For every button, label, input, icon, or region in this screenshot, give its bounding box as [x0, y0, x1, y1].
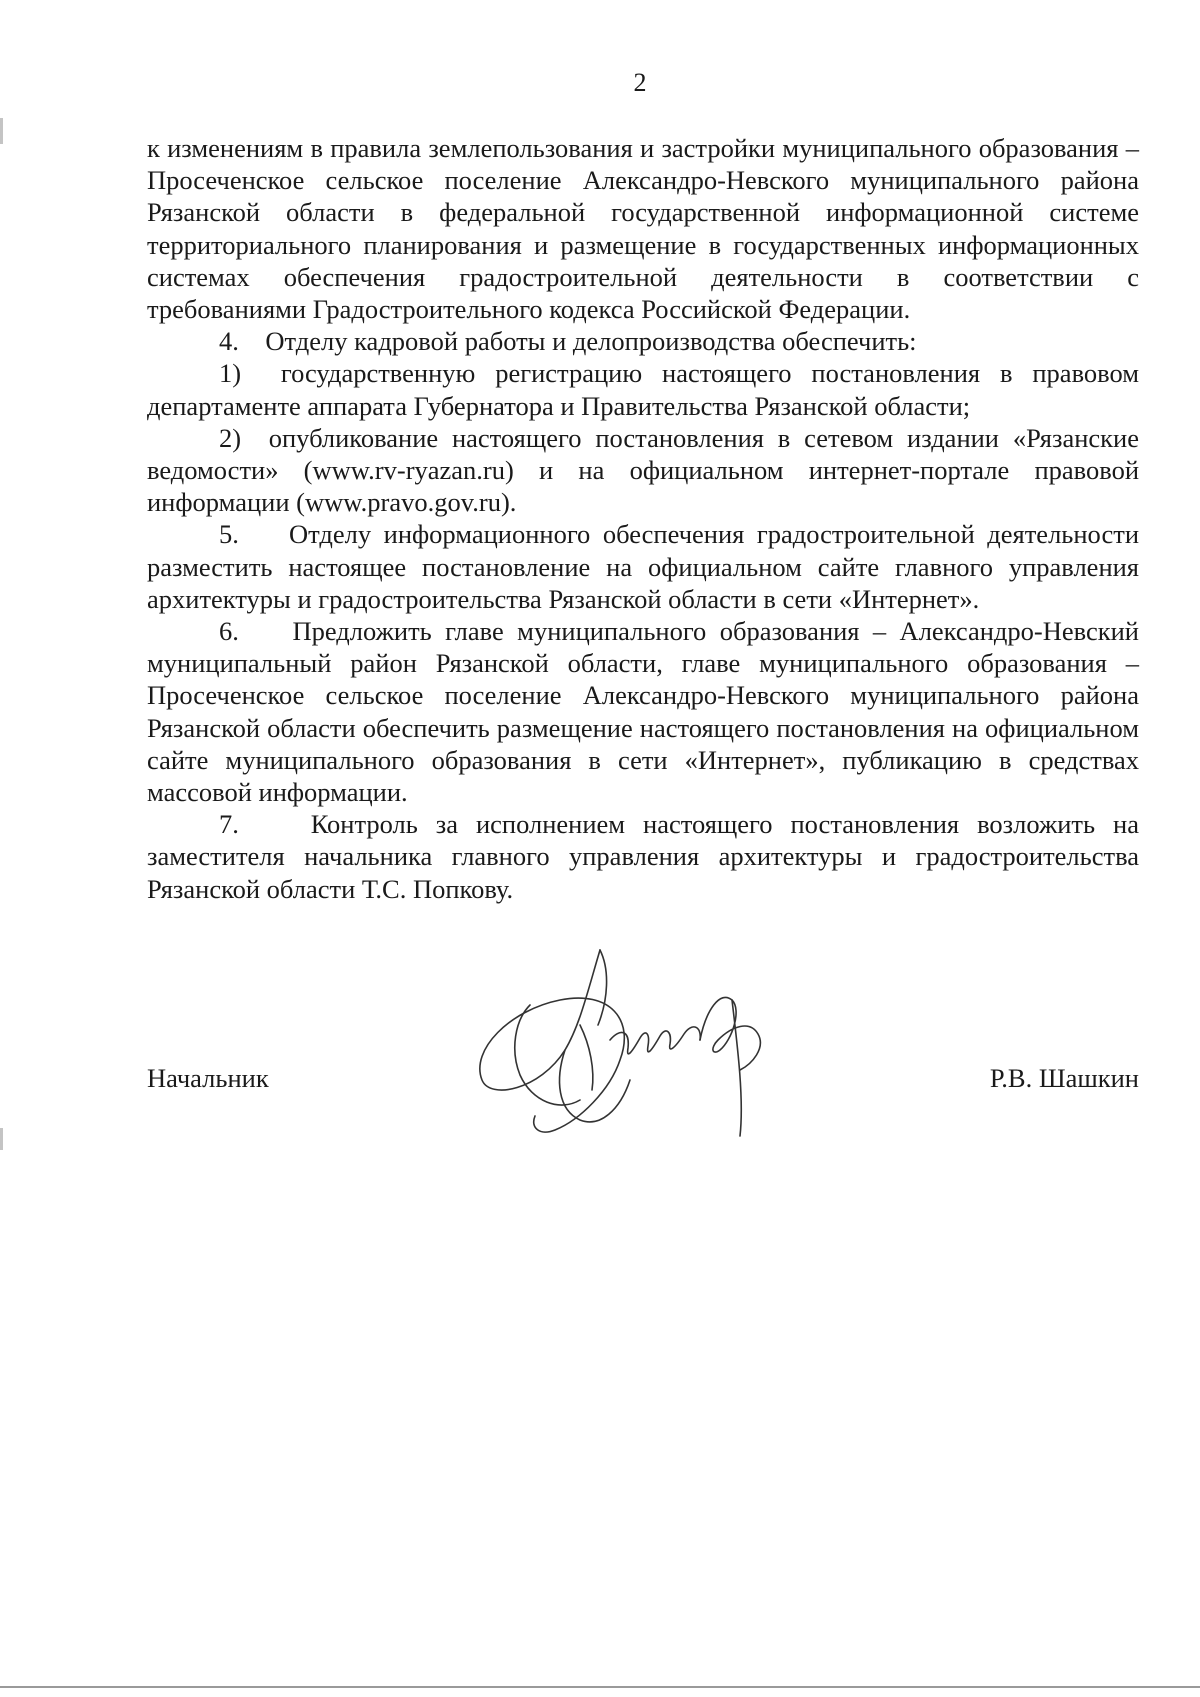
paragraph-item-4: 4. Отделу кадровой работы и делопроизводства обеспечить: [219, 326, 917, 357]
paragraph-subitem-2: 2) опубликование настоящего постановления в сетевом издании «Рязанские ведомости» (www.rv-ryazan.ru) и на официальном интернет-портале правовой информации (www.pravo.gov.ru). [147, 422, 1139, 518]
paragraph-item-7: 7. Контроль за исполнением настоящего постановления возложить на заместителя начальника главного управления архитектуры и градостроительства Рязанской области Т.С. Попкову. [147, 809, 1139, 904]
page-number: 2 [633, 68, 647, 97]
scan-edge-mark [0, 118, 3, 144]
handwritten-signature [470, 930, 800, 1190]
document-body [147, 132, 1139, 905]
signature-block [147, 1062, 1139, 1102]
paragraph-continuation: к изменениям в правила землепользования и застройки муниципального образования – Просеченское сельское поселение Александро-Невского муниципального района Рязанской области в федеральной государственной информационной системе территориального планирования и размещение в государственных информационных системах обеспечения градостроительной деятельности в соответствии с требованиями Градостроительного кодекса Российской Федерации. [147, 133, 1139, 325]
signatory-name: Р.В. Шашкин [989, 1063, 1139, 1093]
paragraph-item-5: 5. Отделу информационного обеспечения градостроительной деятельности разместить настоящее постановление на официальном сайте главного управления архитектуры и градостроительства Рязанской области в сети «Интернет». [147, 519, 1139, 614]
signatory-title: Начальник [147, 1063, 269, 1093]
page-bottom-edge [0, 1686, 1200, 1688]
scan-edge-mark [0, 1128, 3, 1150]
paragraph-subitem-1: 1) государственную регистрацию настоящего постановления в правовом департаменте аппарата Губернатора и Правительства Рязанской области; [147, 358, 1139, 421]
paragraph-item-6: 6. Предложить главе муниципального образования – Александро-Невский муниципальный район Рязанской области, главе муниципального образования – Просеченское сельское поселение Александро-Невского муниципального района Рязанской области обеспечить размещение настоящего постановления на официальном сайте муниципального образования в сети «Интернет», публикацию в средствах массовой информации. [147, 616, 1139, 808]
